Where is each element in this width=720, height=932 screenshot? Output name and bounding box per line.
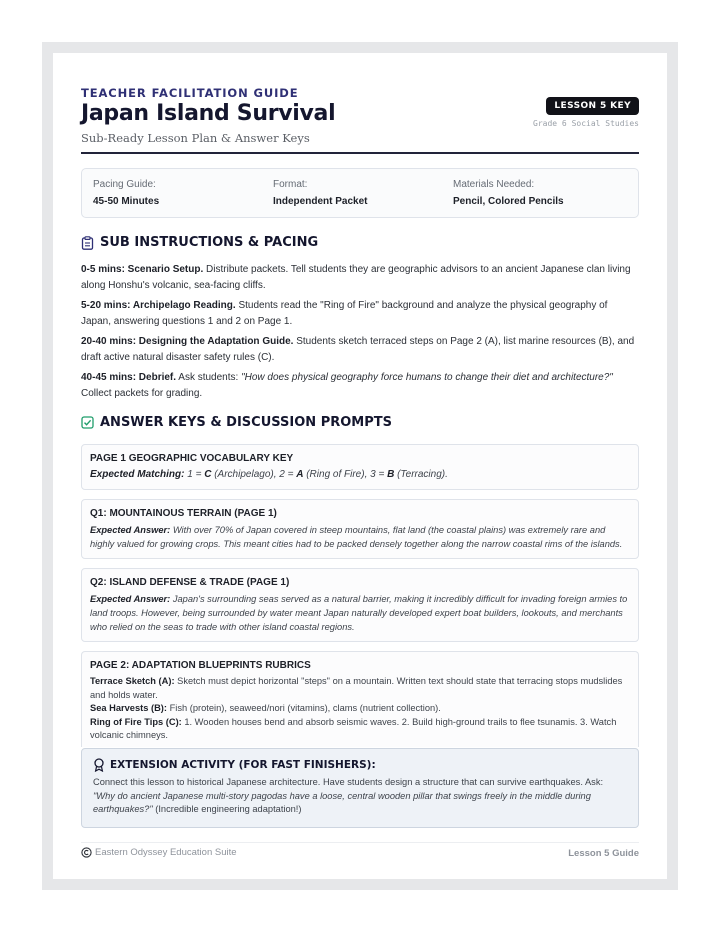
vocab-key-card <box>81 444 639 490</box>
rubric-line <box>90 675 630 702</box>
lesson-badge: LESSON 5 KEY <box>546 97 639 115</box>
answer-letter: B <box>387 469 395 480</box>
step-text: Students sketch terraced steps on Page 2 (A), list marine resources (B), and draft active natural disaster safety rules (C). <box>81 336 635 363</box>
copyright-icon <box>81 847 92 858</box>
section-title: ANSWER KEYS & DISCUSSION PROMPTS <box>100 415 392 430</box>
extension-heading <box>93 758 627 772</box>
answer-text: (Archipelago), 2 = <box>211 469 297 480</box>
q1-answer-card <box>81 499 639 559</box>
extension-title: EXTENSION ACTIVITY (FOR FAST FINISHERS): <box>110 759 376 771</box>
header-divider <box>81 152 639 154</box>
meta-label: Format: <box>273 179 308 190</box>
extension-question: "Why do ancient Japanese multi-story pagodas have a loose, central wooden pillar that swings freely in the middle during earthquakes?" <box>93 790 591 814</box>
page-title: Japan Island Survival <box>81 101 336 126</box>
rubric-line <box>90 702 630 716</box>
meta-value: 45-50 Minutes <box>93 196 160 207</box>
card-body <box>90 468 630 482</box>
step-lead: 0-5 mins: Scenario Setup. <box>81 264 204 275</box>
card-body <box>90 523 630 551</box>
sub-instructions-heading <box>81 235 318 250</box>
step-text: Ask students: <box>176 372 242 383</box>
debrief-question: "How does physical geography force humans to change their diet and architecture?" <box>241 372 613 383</box>
extension-body <box>93 776 627 817</box>
step-lead: 5-20 mins: Archipelago Reading. <box>81 300 236 311</box>
meta-label: Pacing Guide: <box>93 179 156 190</box>
answer-text: Japan's surrounding seas served as a natural barrier, making it incredibly difficult for invading foreign armies to land troops. However, being surrounded by water meant Japan naturally developed expert boat builders, lookouts, and merchants who relied on the seas to trade with other island coastal regions. <box>90 594 628 632</box>
award-ribbon-icon <box>93 758 105 772</box>
rubric-text: 1. Wooden houses bend and absorb seismic waves. 2. Build high-ground trails to flee tsunamis. 3. Watch volcanic chimneys. <box>90 716 617 740</box>
section-title: SUB INSTRUCTIONS & PACING <box>100 235 319 250</box>
card-title: Q2: ISLAND DEFENSE & TRADE (PAGE 1) <box>90 577 290 588</box>
answer-letter: C <box>204 469 212 480</box>
meta-pacing <box>93 179 159 207</box>
answer-label: Expected Answer: <box>90 525 171 535</box>
meta-materials <box>453 179 564 207</box>
rubric-lead: Sea Harvests (B): <box>90 703 167 713</box>
q2-answer-card <box>81 568 639 642</box>
extension-activity-box <box>81 748 639 828</box>
card-title: PAGE 2: ADAPTATION BLUEPRINTS RUBRICS <box>90 660 311 671</box>
rubrics-card <box>81 651 639 747</box>
answer-label: Expected Answer: <box>90 594 171 604</box>
footer-divider <box>81 842 639 843</box>
pacing-step-2 <box>81 298 639 330</box>
rubric-lead: Terrace Sketch (A): <box>90 676 175 686</box>
meta-format <box>273 179 367 207</box>
guide-kicker: TEACHER FACILITATION GUIDE <box>81 86 299 100</box>
step-lead: 40-45 mins: Debrief. <box>81 372 177 383</box>
footer-brand-text: Eastern Odyssey Education Suite <box>95 847 237 858</box>
card-title: Q1: MOUNTAINOUS TERRAIN (PAGE 1) <box>90 508 277 519</box>
rubric-lead: Ring of Fire Tips (C): <box>90 716 182 727</box>
rubric-text: Sketch must depict horizontal "steps" on a mountain. Written text should state that terracing stops mudslides and holds water. <box>90 676 623 700</box>
answer-text: With over 70% of Japan covered in steep mountains, flat land (the coastal plains) was extremely rare and highly valued for growing crops. This meant cities had to be packed densely together along the narrow coastal rims of the islands. <box>90 525 623 549</box>
card-title: PAGE 1 GEOGRAPHIC VOCABULARY KEY <box>90 453 294 464</box>
answer-text: (Terracing). <box>394 469 448 480</box>
pacing-step-3 <box>81 334 639 366</box>
answer-label: Expected Matching: <box>90 469 185 480</box>
answer-text: 1 = <box>184 469 205 480</box>
step-lead: 20-40 mins: Designing the Adaptation Guide. <box>81 336 294 347</box>
page-subtitle: Sub-Ready Lesson Plan & Answer Keys <box>81 131 310 145</box>
step-text: Collect packets for grading. <box>81 388 203 399</box>
lesson-meta-panel <box>81 168 639 218</box>
pacing-step-4 <box>81 370 639 402</box>
extension-text: (Incredible engineering adaptation!) <box>152 804 302 814</box>
card-body <box>90 592 630 634</box>
step-text: Students read the "Ring of Fire" background and analyze the physical geography of Japan, answering questions 1 and 2 on Page 1. <box>81 300 608 327</box>
meta-label: Materials Needed: <box>453 179 535 190</box>
rubric-line <box>90 716 630 743</box>
step-text: Distribute packets. Tell students they are geographic advisors to an ancient Japanese clan living along Honshu's volcanic, sea-facing cliffs. <box>81 264 631 291</box>
lesson-page <box>53 53 667 879</box>
pacing-step-1 <box>81 262 639 294</box>
meta-value: Pencil, Colored Pencils <box>453 196 564 207</box>
footer-brand <box>81 847 237 858</box>
clipboard-icon <box>81 236 94 250</box>
answer-text: (Ring of Fire), 3 = <box>303 469 388 480</box>
answer-letter: A <box>296 469 304 480</box>
answer-keys-heading <box>81 415 392 430</box>
meta-value: Independent Packet <box>273 196 368 207</box>
checkbox-icon <box>81 416 94 429</box>
grade-label: Grade 6 Social Studies <box>533 119 639 128</box>
footer-page-label: Lesson 5 Guide <box>568 848 639 859</box>
rubric-text: Fish (protein), seaweed/nori (vitamins), clams (nutrient collection). <box>167 703 441 713</box>
extension-text: Connect this lesson to historical Japanese architecture. Have students design a structure that can survive earthquakes. Ask: <box>93 777 604 787</box>
